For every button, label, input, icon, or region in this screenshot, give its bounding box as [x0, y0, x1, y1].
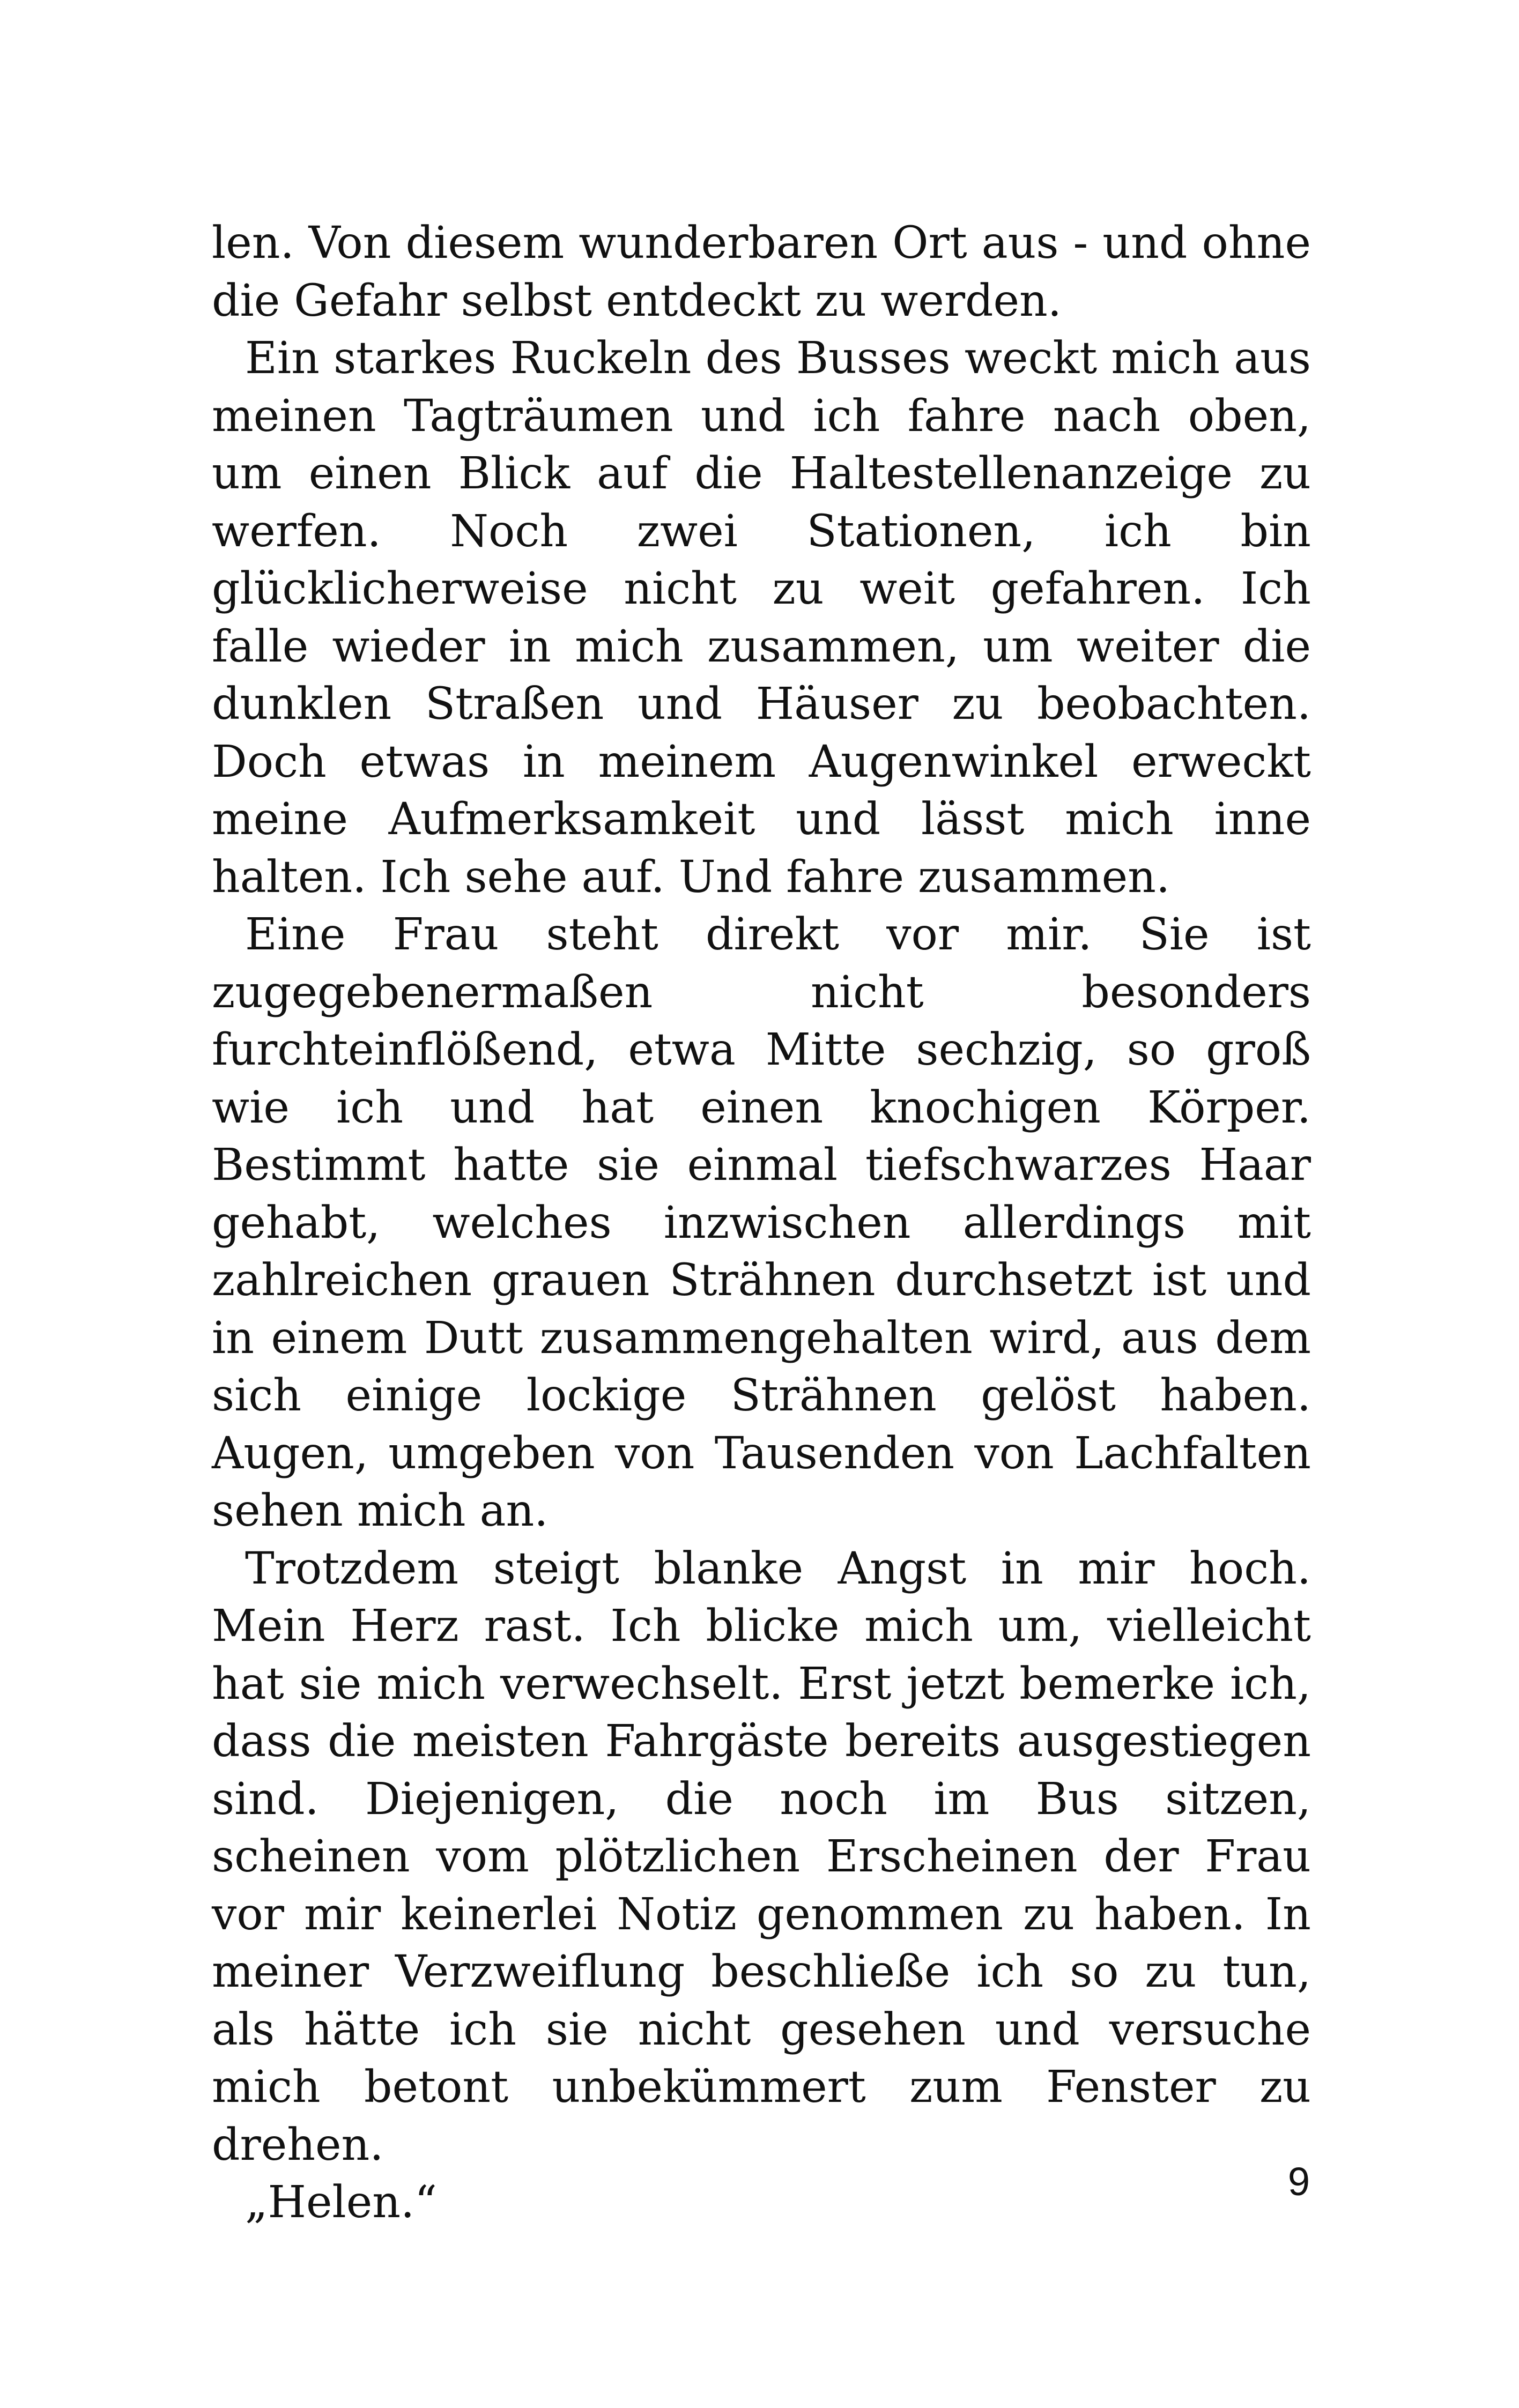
paragraph-4: Trotzdem steigt blanke Angst in mir hoch. Mein Herz rast. Ich blicke mich um, vielleicht hat sie mich verwechselt. Erst jetzt bemerke ich, dass die meisten Fahrgäste bereits ausgestiegen sind. Diejenigen, die noch im Bus sitzen, scheinen vom plötzlichen Erscheinen der Frau vor mir keinerlei Notiz genommen zu haben. In meiner Verzweiflung beschließe ich so zu tun, als hätte ich sie nicht gesehen und versuche mich betont unbekümmert zum Fenster zu drehen. [212, 1543, 1311, 2171]
paragraph-5: „Helen.“ [245, 2177, 438, 2228]
paragraph-1: len. Von diesem wunderbaren Ort aus - und ohne die Gefahr selbst entdeckt zu werden. [212, 218, 1311, 326]
page-number: 9 [1287, 2159, 1310, 2204]
paragraph-2: Ein starkes Ruckeln des Busses weckt mich aus meinen Tagträumen und ich fahre nach oben, um einen Blick auf die Haltestellenanzeige zu werfen. Noch zwei Stationen, ich bin glücklicherweise nicht zu weit gefahren. Ich falle wieder in mich zusammen, um weiter die dunklen Straßen und Häuser zu beobachten. Doch etwas in meinem Augenwinkel erweckt meine Aufmerksamkeit und lässt mich inne halten. Ich sehe auf. Und fahre zusammen. [212, 333, 1311, 903]
body-text [212, 214, 1311, 2232]
paragraph-3: Eine Frau steht direkt vor mir. Sie ist zugegebenermaßen nicht besonders furchteinflößend, etwa Mitte sechzig, so groß wie ich und hat einen knochigen Körper. Bestimmt hatte sie einmal tiefschwarzes Haar gehabt, welches inzwischen allerdings mit zahlreichen grauen Strähnen durchsetzt ist und in einem Dutt zusammengehalten wird, aus dem sich einige lockige Strähnen gelöst haben. Augen, umgeben von Tausenden von Lachfalten sehen mich an. [212, 909, 1311, 1536]
